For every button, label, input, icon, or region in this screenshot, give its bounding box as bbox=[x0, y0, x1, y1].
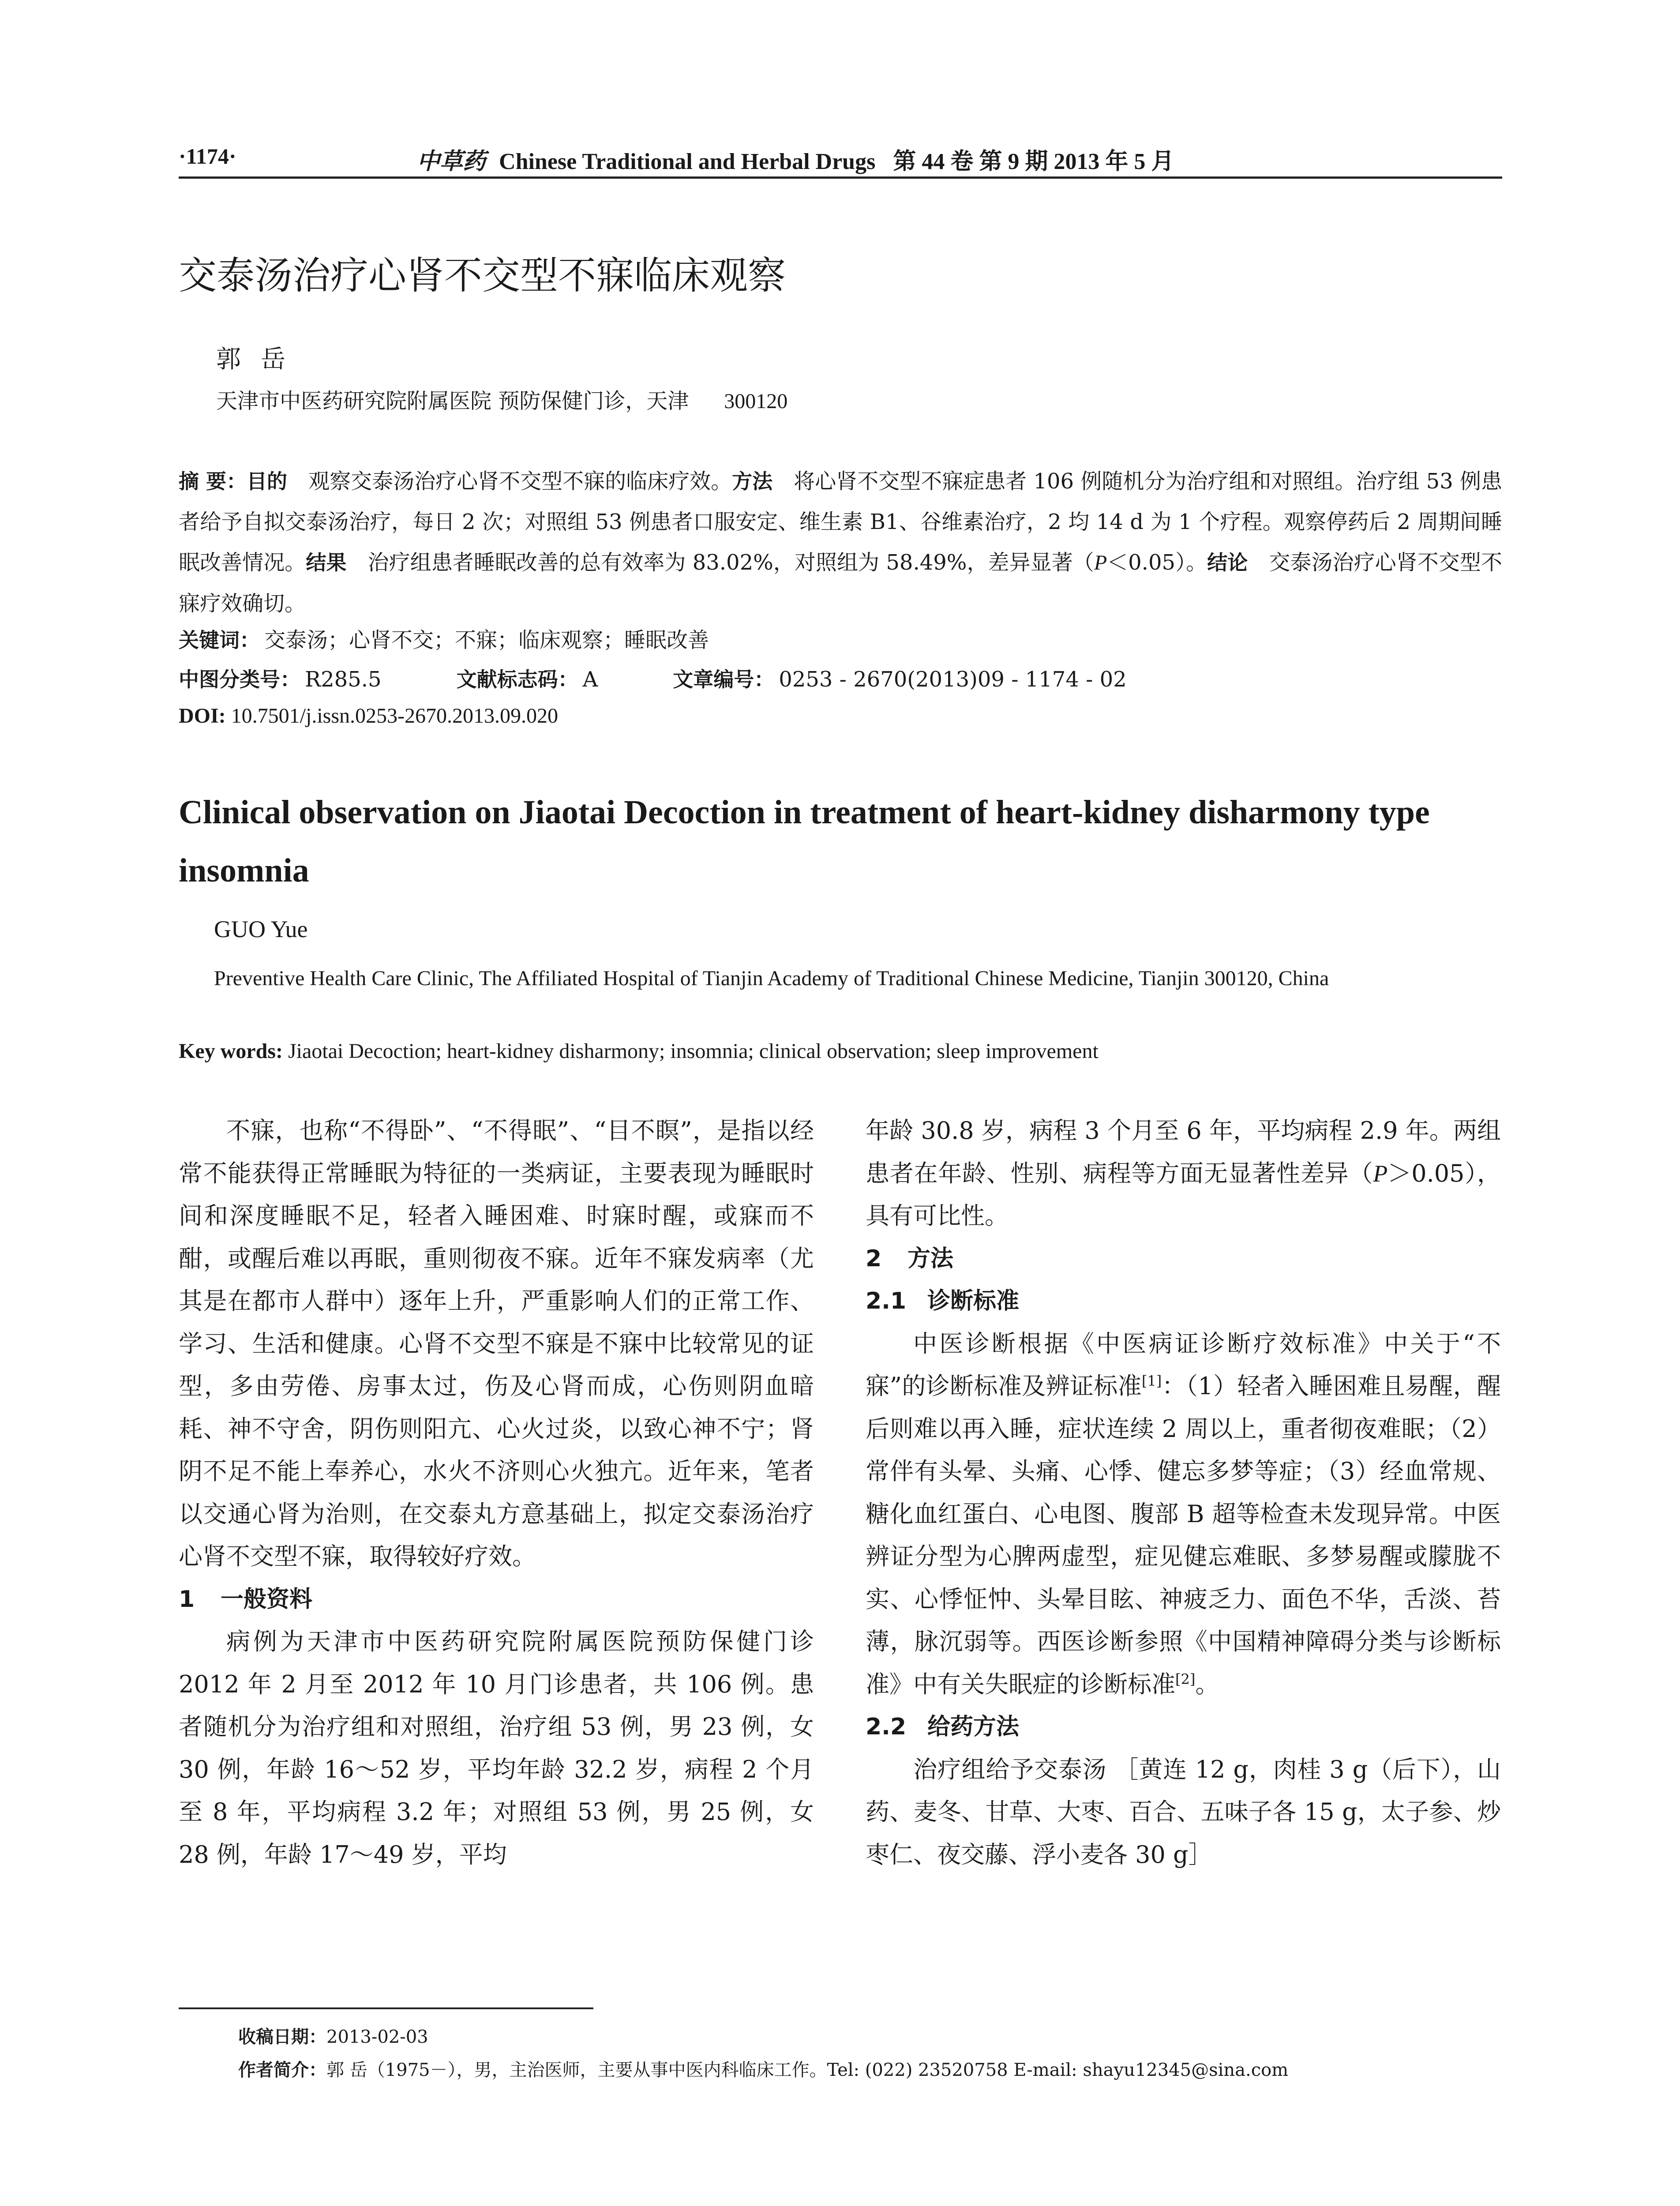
conclusion-text: 交泰汤治疗心肾不交型不寐疗效确切。 bbox=[179, 550, 1502, 616]
doi-label: DOI: bbox=[179, 704, 226, 728]
footnote-rule bbox=[179, 2007, 593, 2009]
section-2-1-text-c: 。 bbox=[1195, 1670, 1219, 1698]
section-heading-2 bbox=[866, 1238, 1501, 1280]
section-title: 给药方法 bbox=[927, 1714, 1020, 1740]
body-column-right bbox=[866, 1110, 1501, 1876]
section-number: 2.1 bbox=[866, 1288, 907, 1314]
abstract-paragraph bbox=[179, 461, 1502, 624]
chinese-keywords bbox=[179, 623, 709, 653]
methods-label: 方法 bbox=[732, 469, 773, 493]
english-keywords-value: Jiaotai Decoction; heart-kidney disharmony; insomnia; clinical observation; sleep improvement bbox=[288, 1039, 1099, 1063]
author-bio-label: 作者简介： bbox=[238, 2060, 326, 2080]
clc-value: R285.5 bbox=[305, 667, 382, 692]
author-bio bbox=[238, 2056, 1288, 2081]
section-heading-1 bbox=[179, 1578, 814, 1621]
section-title: 一般资料 bbox=[221, 1586, 313, 1613]
received-value: 2013-02-03 bbox=[326, 2027, 428, 2047]
doi-value: 10.7501/j.issn.0253-2670.2013.09.020 bbox=[231, 704, 559, 728]
chinese-abstract bbox=[179, 461, 1502, 624]
section-2-1-text-b: ：（1）轻者入睡困难且易醒，醒后则难以再入睡，症状连续 2 周以上，重者彻夜难眠；（2）常伴有头晕、头痛、心悸、健忘多梦等症；（3）经血常规、糖化血红蛋白、心电图、腹部 B 超等检查未发现异常。中医辨证分型为心脾两虚型，症见健忘难眠、多梦易醒或朦胧不实、心悸怔忡、头晕目眩、神疲乏力、面色不华，舌淡、苔薄，脉沉弱等。西医诊断参照《中国精神障碍分类与诊断标准》中有关失眠症的诊断标准 bbox=[866, 1372, 1501, 1698]
objective-text: 观察交泰汤治疗心肾不交型不寐的临床疗效。 bbox=[308, 469, 732, 494]
english-title: Clinical observation on Jiaotai Decoction in treatment of heart-kidney disharmony type insomnia bbox=[179, 794, 1430, 889]
keywords-value: 交泰汤；心肾不交；不寐；临床观察；睡眠改善 bbox=[264, 628, 709, 653]
issue-info: 第 44 卷 第 9 期 2013 年 5 月 bbox=[893, 149, 1174, 174]
journal-info bbox=[417, 143, 1174, 176]
doc-code-label: 文献标志码： bbox=[456, 668, 578, 691]
intro-paragraph: 不寐，也称“不得卧”、“不得眠”、“目不瞑”，是指以经常不能获得正常睡眠为特征的一类病证，主要表现为睡眠时间和深度睡眠不足，轻者入睡困难、时寐时醒，或寐而不酣，或醒后难以再眠，重则彻夜不寐。近年不寐发病率（尤其是在都市人群中）逐年上升，严重影响人们的正常工作、学习、生活和健康。心肾不交型不寐是不寐中比较常见的证型，多由劳倦、房事太过，伤及心肾而成，心伤则阴血暗耗、神不守舍，阴伤则阳亢、心火过炎，以致心神不宁；肾阴不足不能上奉养心，水火不济则心火独亢。近年来，笔者以交通心肾为治则，在交泰丸方意基础上，拟定交泰汤治疗心肾不交型不寐，取得较好疗效。 bbox=[179, 1117, 814, 1570]
received-date bbox=[238, 2023, 428, 2048]
keywords-label: 关键词： bbox=[179, 628, 260, 652]
section-2-1-text-a: 中医诊断根据《中医病证诊断疗效标准》中关于“不寐”的诊断标准及辨证标准 bbox=[866, 1329, 1501, 1400]
page-number: ·1174· bbox=[179, 144, 236, 169]
chinese-title: 交泰汤治疗心肾不交型不寐临床观察 bbox=[179, 254, 786, 298]
methods-text: 将心肾不交型不寐症患者 106 例随机分为治疗组和对照组。治疗组 53 例患者给予自拟交泰汤治疗，每日 2 次；对照组 53 例患者口服安定、维生素 B1、谷维素治疗，2 均 14 d 为 1 个疗程。观察停药后 2 周期间睡眠改善情况。 bbox=[179, 469, 1503, 575]
section-number: 1 bbox=[179, 1586, 195, 1613]
section-1-cont-text: 年龄 30.8 岁，病程 3 个月至 6 年，平均病程 2.9 年。两组患者在年龄、性别、病程等方面无显著性差异（ bbox=[866, 1117, 1501, 1187]
running-header bbox=[179, 139, 1502, 179]
reference-2: [2] bbox=[1175, 1670, 1196, 1688]
chinese-affiliation bbox=[216, 384, 788, 414]
results-label: 结果 bbox=[306, 551, 347, 574]
postcode: 300120 bbox=[724, 390, 788, 413]
classification-line bbox=[179, 664, 1127, 693]
section-title: 诊断标准 bbox=[927, 1288, 1020, 1314]
section-number: 2 bbox=[866, 1245, 882, 1272]
section-1-cont-tail: ＞0.05），具有可比性。 bbox=[866, 1159, 1501, 1230]
reference-1: [1] bbox=[1141, 1373, 1162, 1389]
doi-line bbox=[179, 704, 558, 728]
abstract-label: 摘 要： bbox=[179, 469, 247, 493]
affiliation-text: 天津市中医药研究院附属医院 预防保健门诊，天津 bbox=[216, 389, 689, 413]
results-p-symbol: P bbox=[1094, 551, 1107, 574]
section-1-continued bbox=[866, 1110, 1501, 1238]
english-affiliation: Preventive Health Care Clinic, The Affiliated Hospital of Tianjin Academy of Traditional Chinese Medicine, Tianjin 300120, China bbox=[214, 967, 1329, 990]
article-no-value: 0253 - 2670(2013)09 - 1174 - 02 bbox=[779, 667, 1127, 692]
results-text: 治疗组患者睡眠改善的总有效率为 83.02%，对照组为 58.49%，差异显著（ bbox=[368, 550, 1094, 575]
section-2-1-paragraph bbox=[866, 1323, 1501, 1706]
body-column-left bbox=[179, 1110, 814, 1876]
conclusion-label: 结论 bbox=[1207, 551, 1248, 574]
section-1-paragraph: 病例为天津市中医药研究院附属医院预防保健门诊 2012 年 2 月至 2012 年 10 月门诊患者，共 106 例。患者随机分为治疗组和对照组，治疗组 53 例，男 23 例，女 30 例，年龄 16～52 岁，平均年龄 32.2 岁，病程 2 个月至 8 年，平均病程 3.2 年；对照组 53 例，男 25 例，女 28 例，年龄 17～49 岁，平均 bbox=[179, 1628, 814, 1868]
doc-code-value: A bbox=[582, 667, 598, 692]
p-symbol: P bbox=[1373, 1160, 1388, 1187]
section-heading-2-1 bbox=[866, 1280, 1501, 1323]
received-label: 收稿日期： bbox=[238, 2027, 326, 2047]
chinese-author: 郭岳 bbox=[216, 345, 305, 374]
clc-label: 中图分类号： bbox=[179, 668, 300, 691]
objective-label: 目的 bbox=[247, 469, 288, 493]
results-tail: ＜0.05）。 bbox=[1107, 550, 1208, 575]
english-author: GUO Yue bbox=[214, 916, 308, 942]
section-2-2-paragraph: 治疗组给予交泰汤 ［黄连 12 g，肉桂 3 g（后下），山药、麦冬、甘草、大枣、百合、五味子各 15 g，太子参、炒枣仁、夜交藤、浮小麦各 30 g］ bbox=[866, 1755, 1501, 1868]
section-title: 方法 bbox=[908, 1245, 954, 1272]
journal-name: Chinese Traditional and Herbal Drugs bbox=[499, 149, 876, 174]
section-number: 2.2 bbox=[866, 1714, 907, 1740]
header-rule bbox=[179, 176, 1502, 179]
journal-logo: 中草药 bbox=[417, 148, 486, 175]
english-keywords-label: Key words: bbox=[179, 1039, 283, 1063]
english-keywords bbox=[179, 1039, 1099, 1063]
section-heading-2-2 bbox=[866, 1706, 1501, 1748]
article-no-label: 文章编号： bbox=[673, 668, 775, 691]
author-bio-value: 郭 岳（1975－），男，主治医师，主要从事中医内科临床工作。Tel: (022) 23520758 E-mail: shayu12345@sina.com bbox=[326, 2060, 1289, 2080]
